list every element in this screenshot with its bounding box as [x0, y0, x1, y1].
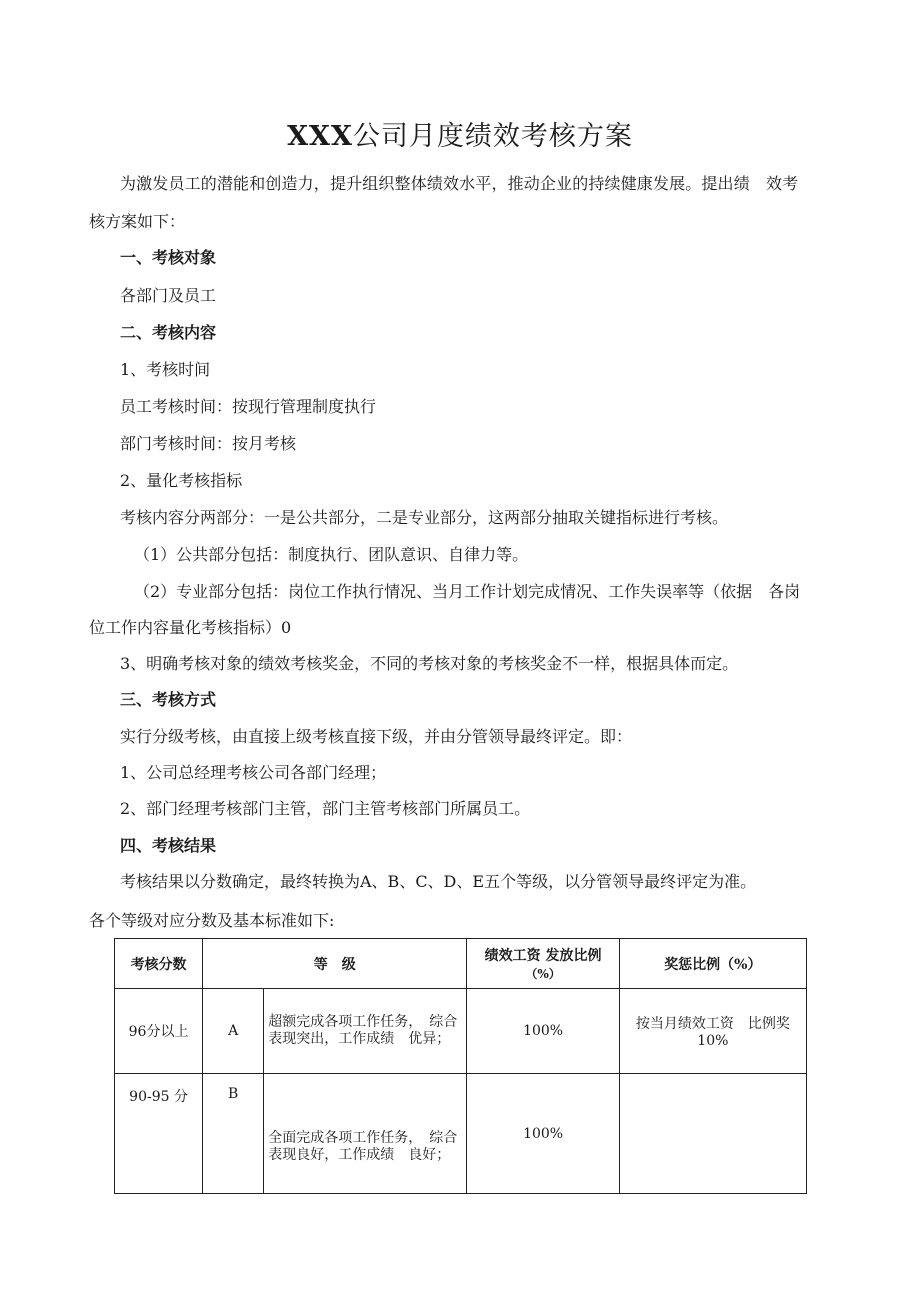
cell-desc-text: 超额完成各项工作任务， 综合表现突出，工作成绩 优异； [268, 1014, 458, 1047]
intro-paragraph-line1: 为激发员工的潜能和创造力，提升组织整体绩效水平，推动企业的持续健康发展。提出绩 效考 [120, 174, 799, 193]
cell-ratio: 100% [467, 989, 619, 1074]
grade-table [114, 938, 807, 1194]
table-header-row [115, 939, 807, 989]
intro-paragraph-line2: 核方案如下： [89, 212, 186, 231]
cell-desc-text: 全面完成各项工作任务， 综合表现良好，工作成绩 良好； [268, 1129, 458, 1163]
results-body: 考核结果以分数确定，最终转换为A、B、C、D、E五个等级，以分管领导最终评定为准。 [120, 872, 757, 891]
content-item-time-staff: 员工考核时间：按现行管理制度执行 [120, 397, 377, 416]
cell-desc [264, 989, 467, 1074]
table-caption: 各个等级对应分数及基本标准如下: [89, 911, 335, 930]
title-text: 公司月度绩效考核方案 [352, 121, 633, 152]
header-bonus: 奖惩比例（%） [619, 939, 806, 989]
cell-grade: A [203, 989, 264, 1074]
cell-bonus-line2: 10% [697, 1033, 729, 1049]
header-score: 考核分数 [115, 939, 203, 989]
cell-ratio: 100% [467, 1074, 619, 1194]
content-metrics-professional-line2: 位工作内容量化考核指标）0 [89, 618, 292, 637]
section-heading-method: 三、考核方式 [120, 690, 217, 709]
table-row [115, 1074, 807, 1194]
cell-bonus [619, 1074, 806, 1194]
content-metrics-professional-line1: （2）专业部分包括：岗位工作执行情况、当月工作计划完成情况、工作失误率等（依据 各岗 [134, 582, 801, 601]
header-grade: 等 级 [203, 939, 467, 989]
header-ratio [467, 939, 619, 989]
table-row [115, 989, 807, 1074]
cell-score: 96分以上 [115, 989, 203, 1074]
page-title [0, 114, 920, 153]
content-metrics-public: （1）公共部分包括：制度执行、团队意识、自律力等。 [134, 545, 529, 564]
content-item-time: 1、考核时间 [120, 360, 211, 379]
cell-bonus [619, 989, 806, 1074]
content-item-time-dept: 部门考核时间：按月考核 [120, 434, 297, 453]
content-item-metrics: 2、量化考核指标 [120, 471, 243, 490]
cell-bonus-line1: 按当月绩效工资 比例奖 [635, 1016, 790, 1032]
content-metrics-body: 考核内容分两部分：一是公共部分，二是专业部分，这两部分抽取关键指标进行考核。 [120, 508, 729, 527]
cell-desc [264, 1074, 467, 1194]
method-body: 实行分级考核，由直接上级考核直接下级，并由分管领导最终评定。即： [120, 727, 633, 746]
header-ratio-line2: （%） [525, 967, 561, 981]
section-body-objects: 各部门及员工 [120, 286, 217, 305]
method-item-2: 2、部门经理考核部门主管，部门主管考核部门所属员工。 [120, 799, 531, 818]
section-heading-objects: 一、考核对象 [120, 248, 217, 267]
section-heading-content: 二、考核内容 [120, 323, 217, 342]
cell-score: 90-95 分 [115, 1074, 203, 1194]
cell-grade: B [203, 1074, 264, 1194]
header-ratio-line1: 绩效工资 发放比例 [484, 948, 602, 964]
title-prefix: XXX [287, 121, 353, 152]
method-item-1: 1、公司总经理考核公司各部门经理； [120, 763, 387, 782]
section-heading-results: 四、考核结果 [120, 836, 217, 855]
content-item-bonus: 3、明确考核对象的绩效考核奖金，不同的考核对象的考核奖金不一样，根据具体而定。 [120, 654, 739, 673]
